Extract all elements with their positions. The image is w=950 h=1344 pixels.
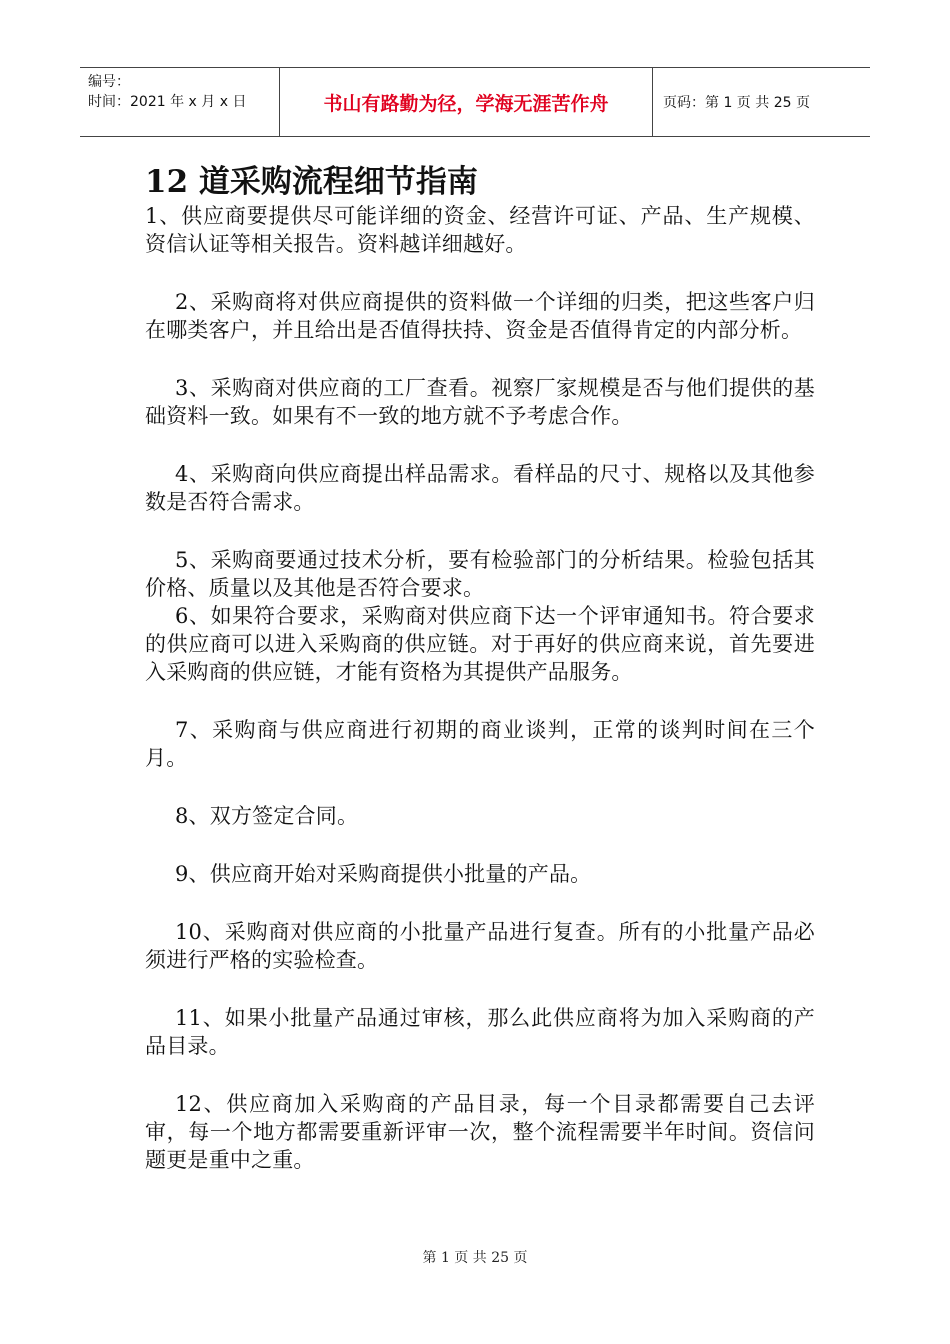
paragraph-12: 12、供应商加入采购商的产品目录，每一个目录都需要自己去评审，每一个地方都需要重新评审一次，整个流程需要半年时间。资信问题更是重中之重。: [145, 1092, 815, 1172]
date-label: 时间：2021 年 x 月 x 日: [88, 94, 247, 110]
code-label: 编号：: [88, 74, 130, 90]
paragraph-9: 9、供应商开始对采购商提供小批量的产品。: [175, 862, 592, 886]
paragraph-10: 10、采购商对供应商的小批量产品进行复查。所有的小批量产品必须进行严格的实验检查。: [145, 920, 815, 972]
paragraph-7: 7、采购商与供应商进行初期的商业谈判，正常的谈判时间在三个月。: [145, 718, 815, 770]
document-title: 12 道采购流程细节指南: [145, 164, 478, 200]
paragraph-4: 4、采购商向供应商提出样品需求。看样品的尺寸、规格以及其他参数是否符合需求。: [145, 462, 815, 514]
paragraph-1: 1、供应商要提供尽可能详细的资金、经营许可证、产品、生产规模、资信认证等相关报告。资料越详细越好。: [145, 204, 815, 256]
header-page-info: 页码：第 1 页 共 25 页: [663, 95, 810, 111]
paragraph-2: 2、采购商将对供应商提供的资料做一个详细的归类，把这些客户归在哪类客户，并且给出是否值得扶持、资金是否值得肯定的内部分析。: [145, 290, 815, 342]
page-footer: 第 1 页 共 25 页: [422, 1250, 528, 1266]
page-header: [80, 67, 870, 137]
paragraph-5: 5、采购商要通过技术分析，要有检验部门的分析结果。检验包括其价格、质量以及其他是否符合要求。: [145, 548, 815, 600]
header-motto: 书山有路勤为径，学海无涯苦作舟: [280, 68, 653, 136]
paragraph-11: 11、如果小批量产品通过审核，那么此供应商将为加入采购商的产品目录。: [145, 1006, 815, 1058]
paragraph-6: 6、如果符合要求，采购商对供应商下达一个评审通知书。符合要求的供应商可以进入采购商的供应链。对于再好的供应商来说，首先要进入采购商的供应链，才能有资格为其提供产品服务。: [145, 604, 815, 684]
paragraph-8: 8、双方签定合同。: [175, 804, 359, 828]
document-body: [145, 202, 815, 1174]
header-meta: [80, 68, 280, 136]
paragraph-3: 3、采购商对供应商的工厂查看。视察厂家规模是否与他们提供的基础资料一致。如果有不一致的地方就不予考虑合作。: [145, 376, 815, 428]
